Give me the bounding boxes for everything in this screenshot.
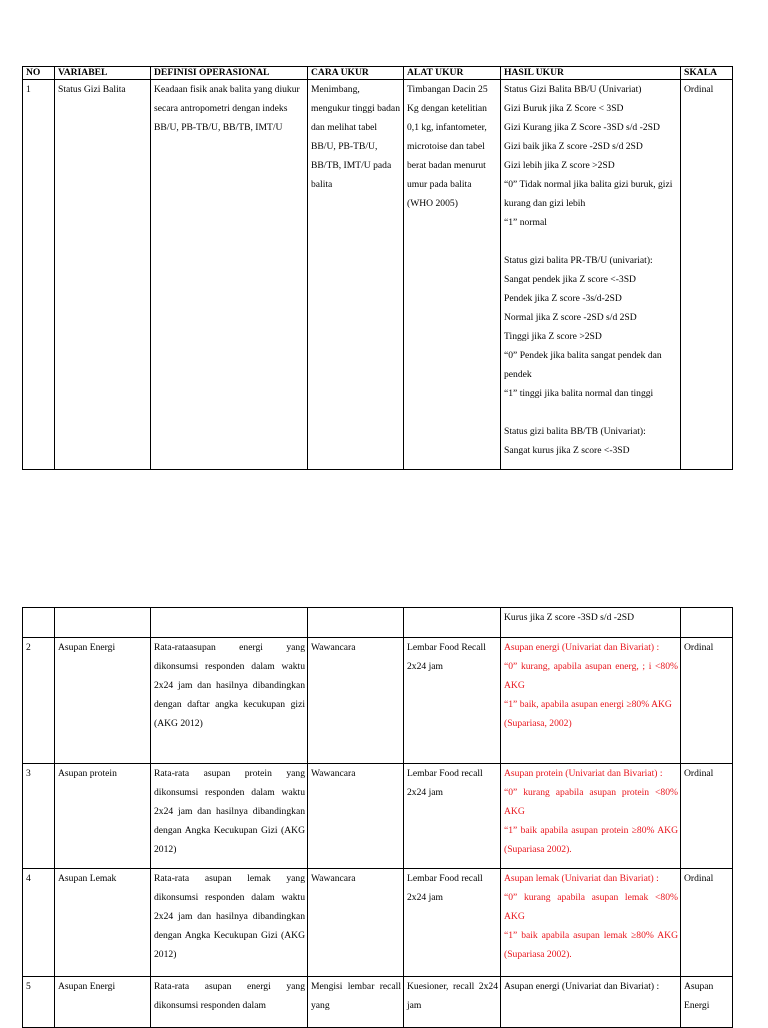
cell-definisi: Rata-rataasupan energi yang dikonsumsi responden dalam waktu 2x24 jam dan hasilnya dibandingkan dengan daftar angka kecukupan gizi (AKG 2012) [151,638,308,764]
header-alat-ukur: ALAT UKUR [404,67,501,80]
cell-cara-ukur: Wawancara [308,638,404,764]
cell-skala: Ordinal [681,80,733,470]
cell-no: 5 [23,977,55,1028]
cell-hasil-ukur [501,80,681,470]
cell-alat-ukur [404,608,501,638]
table-row [23,977,733,1028]
hasil-line: Gizi lebih jika Z score >2SD [504,160,615,171]
table-row [23,869,733,977]
hasil-line: Gizi Kurang jika Z Score -3SD s/d -2SD [504,122,660,133]
hasil-line: Status gizi balita BB/TB (Univariat): [504,426,646,437]
hasil-line: Normal jika Z score -2SD s/d 2SD [504,312,637,323]
cell-skala [681,608,733,638]
hasil-line: “1” normal [504,217,547,228]
cell-no: 4 [23,869,55,977]
hasil-line: “0” Tidak normal jika balita gizi buruk, gizi kurang dan gizi lebih [504,179,673,209]
header-cara-ukur: CARA UKUR [308,67,404,80]
hasil-line: “1” baik apabila asupan lemak ≥80% AKG (Supariasa 2002). [504,930,678,960]
cell-hasil-ukur [501,638,681,764]
spacer [504,232,678,251]
hasil-line: “0” kurang, apabila asupan energ, ; i <80% AKG [504,661,678,691]
hasil-line: Sangat kurus jika Z score <-3SD [504,445,630,456]
hasil-line: Pendek jika Z score -3s/d-2SD [504,293,622,304]
hasil-line: Asupan lemak (Univariat dan Bivariat) : [504,873,659,884]
hasil-line: Gizi baik jika Z score -2SD s/d 2SD [504,141,643,152]
hasil-line: Gizi Buruk jika Z Score < 3SD [504,103,624,114]
cell-hasil-ukur [501,869,681,977]
header-skala: SKALA [681,67,733,80]
cell-skala: Ordinal [681,638,733,764]
spacer [504,403,678,422]
table-row [23,638,733,764]
cell-no: 1 [23,80,55,470]
header-hasil-ukur: HASIL UKUR [501,67,681,80]
cell-definisi: Rata-rata asupan protein yang dikonsumsi responden dalam waktu 2x24 jam dan hasilnya dibandingkan dengan Angka Kecukupan Gizi (AKG 2012) [151,764,308,869]
cell-hasil-ukur [501,764,681,869]
hasil-line: Asupan protein (Univariat dan Bivariat) : [504,768,663,779]
hasil-line: “1” baik apabila asupan protein ≥80% AKG (Supariasa 2002). [504,825,678,855]
table-row [23,608,733,638]
variable-definition-table-part-2 [22,607,733,1028]
cell-definisi: Rata-rata asupan energi yang dikonsumsi responden dalam [151,977,308,1028]
hasil-line: (Supariasa, 2002) [504,718,572,729]
cell-cara-ukur: Mengisi lembar recall yang [308,977,404,1028]
cell-definisi [151,608,308,638]
hasil-line: Sangat pendek jika Z score <-3SD [504,274,636,285]
hasil-line: “0” kurang apabila asupan protein <80% AKG [504,787,678,817]
cell-variabel: Asupan Energi [55,977,151,1028]
hasil-line: Status gizi balita PR-TB/U (univariat): [504,255,653,266]
cell-cara-ukur: Wawancara [308,869,404,977]
cell-alat-ukur: Timbangan Dacin 25 Kg dengan ketelitian 0,1 kg, infantometer, microtoise dan tabel berat badan menurut umur pada balita (WHO 2005) [404,80,501,470]
cell-cara-ukur: Wawancara [308,764,404,869]
cell-no: 2 [23,638,55,764]
hasil-line: Asupan energi (Univariat dan Bivariat) : [504,642,660,653]
cell-hasil-ukur: Kurus jika Z score -3SD s/d -2SD [501,608,681,638]
header-definisi: DEFINISI OPERASIONAL [151,67,308,80]
cell-cara-ukur [308,608,404,638]
cell-hasil-ukur: Asupan energi (Univariat dan Bivariat) : [501,977,681,1028]
cell-alat-ukur: Lembar Food recall 2x24 jam [404,764,501,869]
cell-variabel: Asupan Energi [55,638,151,764]
cell-skala: Ordinal [681,764,733,869]
hasil-line: “0” Pendek jika balita sangat pendek dan pendek [504,350,662,380]
header-no: NO [23,67,55,80]
cell-no [23,608,55,638]
cell-definisi: Keadaan fisik anak balita yang diukur secara antropometri dengan indeks BB/U, PB-TB/U, BB/TB, IMT/U [151,80,308,470]
cell-variabel: Asupan Lemak [55,869,151,977]
cell-definisi: Rata-rata asupan lemak yang dikonsumsi responden dalam waktu 2x24 jam dan hasilnya dibandingkan dengan Angka Kecukupan Gizi (AKG 2012) [151,869,308,977]
cell-variabel [55,608,151,638]
cell-skala: Asupan Energi [681,977,733,1028]
cell-variabel: Status Gizi Balita [55,80,151,470]
hasil-line: Status Gizi Balita BB/U (Univariat) [504,84,642,95]
table-row [23,764,733,869]
hasil-line: “0” kurang apabila asupan lemak <80% AKG [504,892,678,922]
table-row [23,80,733,470]
cell-alat-ukur: Lembar Food recall 2x24 jam [404,869,501,977]
hasil-line: “1” tinggi jika balita normal dan tinggi [504,388,654,399]
cell-no: 3 [23,764,55,869]
hasil-line: “1” baik, apabila asupan energi ≥80% AKG [504,699,672,710]
cell-skala: Ordinal [681,869,733,977]
cell-cara-ukur: Menimbang, mengukur tinggi badan dan melihat tabel BB/U, PB-TB/U, BB/TB, IMT/U pada balita [308,80,404,470]
cell-variabel: Asupan protein [55,764,151,869]
cell-alat-ukur: Kuesioner, recall 2x24 jam [404,977,501,1028]
hasil-line: Tinggi jika Z score >2SD [504,331,602,342]
cell-alat-ukur: Lembar Food Recall 2x24 jam [404,638,501,764]
header-variabel: VARIABEL [55,67,151,80]
variable-definition-table-part-1 [22,66,733,470]
table-header-row [23,67,733,80]
